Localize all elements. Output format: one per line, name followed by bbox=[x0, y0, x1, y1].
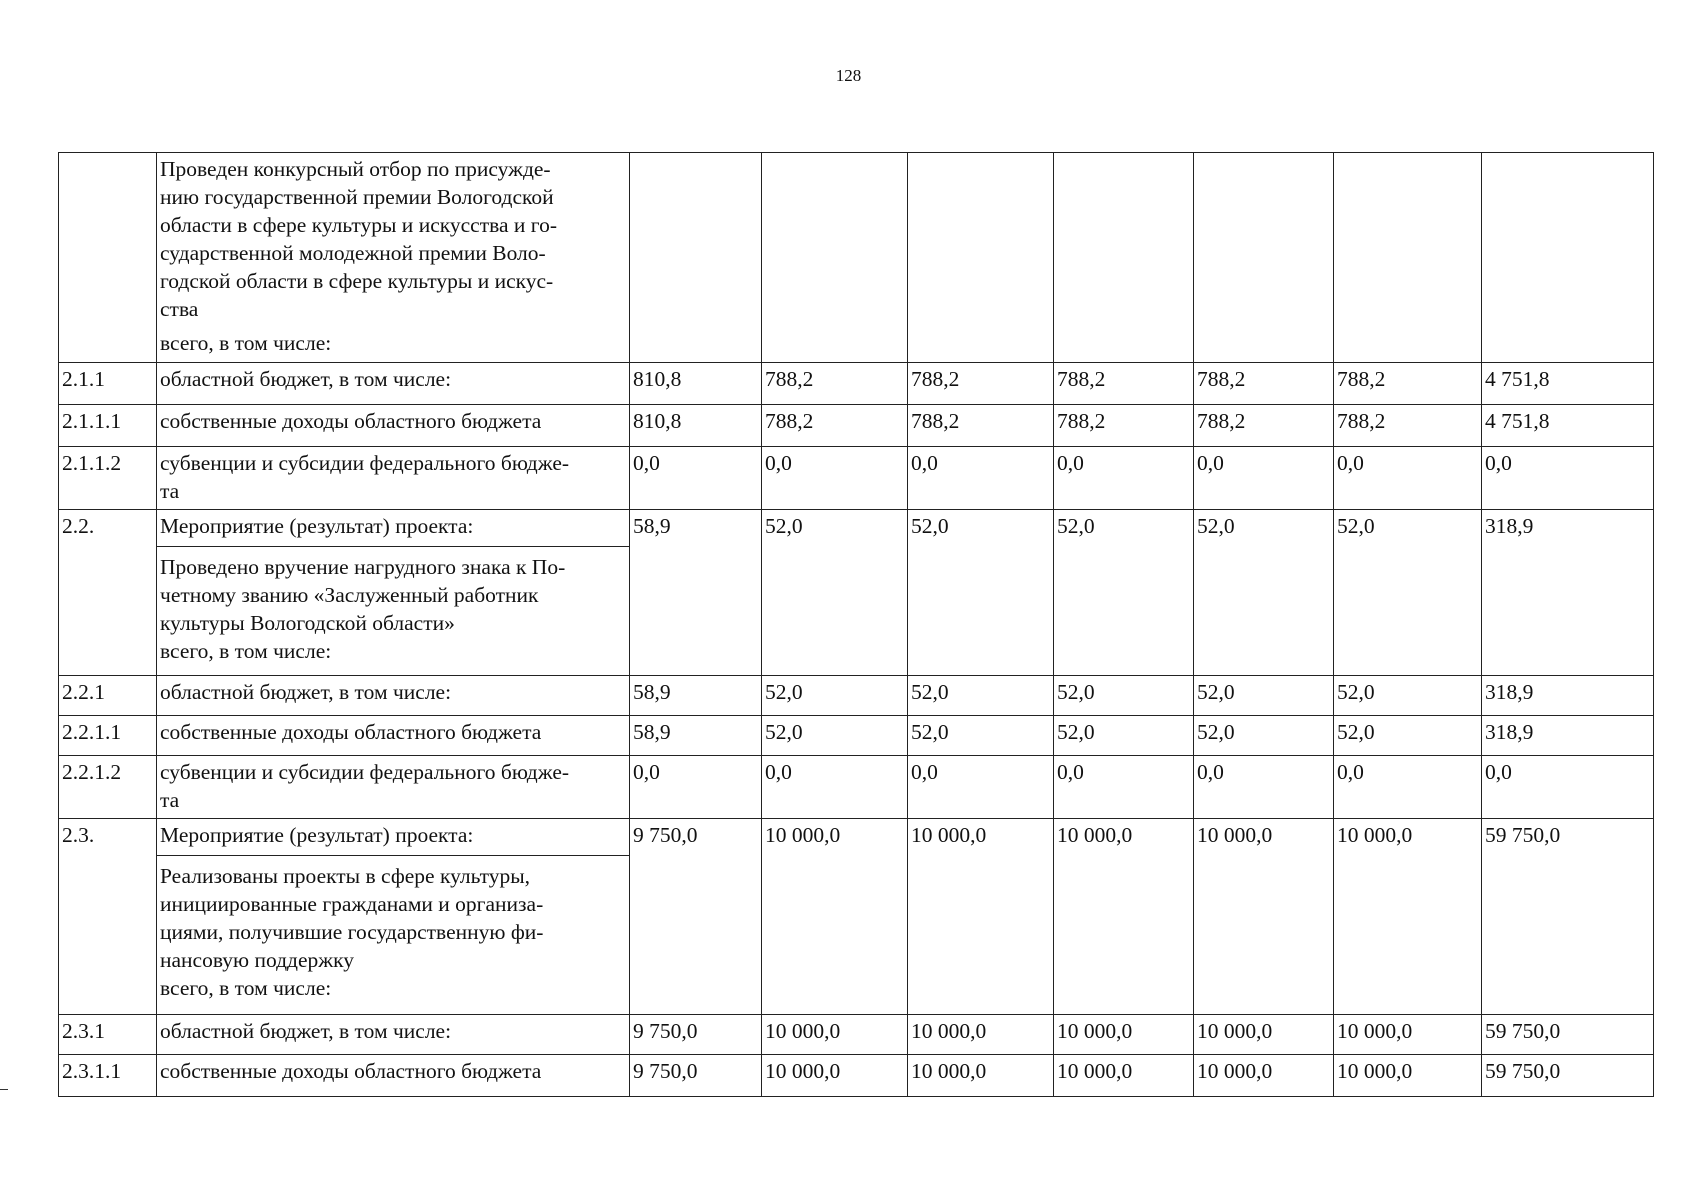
intro-line: нию государственной премии Вологодской bbox=[160, 185, 554, 209]
value-cell: 9 750,0 bbox=[630, 1015, 762, 1055]
section-footer: всего, в том числе: bbox=[160, 976, 332, 1000]
empty-cell bbox=[630, 153, 762, 363]
value-cell: 788,2 bbox=[762, 363, 908, 405]
intro-line: ства bbox=[160, 297, 199, 321]
value-cell: 58,9 bbox=[630, 510, 762, 676]
value-cell: 810,8 bbox=[630, 363, 762, 405]
intro-line: годской области в сфере культуры и искус- bbox=[160, 269, 554, 293]
section-line: Проведено вручение нагрудного знака к По- bbox=[160, 555, 566, 579]
value-cell: 52,0 bbox=[1334, 716, 1482, 756]
value-cell: 52,0 bbox=[1054, 676, 1194, 716]
empty-cell bbox=[1194, 153, 1334, 363]
section-line: нансовую поддержку bbox=[160, 948, 355, 972]
value-cell: 52,0 bbox=[1054, 716, 1194, 756]
total-cell: 318,9 bbox=[1482, 716, 1654, 756]
value-cell: 10 000,0 bbox=[1194, 1055, 1334, 1097]
section-title: Мероприятие (результат) проекта: bbox=[160, 823, 474, 847]
empty-cell bbox=[1482, 153, 1654, 363]
value-cell: 0,0 bbox=[1194, 756, 1334, 819]
value-cell: 52,0 bbox=[1334, 676, 1482, 716]
table-row bbox=[59, 363, 1654, 405]
intro-line: сударственной молодежной премии Воло- bbox=[160, 241, 546, 265]
total-cell: 0,0 bbox=[1482, 447, 1654, 510]
section-row bbox=[59, 510, 1654, 676]
row-label-cont: та bbox=[160, 479, 180, 503]
value-cell: 0,0 bbox=[762, 447, 908, 510]
value-cell: 788,2 bbox=[1054, 363, 1194, 405]
row-label: областной бюджет, в том числе: bbox=[157, 676, 630, 716]
value-cell: 788,2 bbox=[1194, 363, 1334, 405]
row-label: собственные доходы областного бюджета bbox=[157, 1055, 630, 1097]
row-label: субвенции и субсидии федерального бюдже- bbox=[160, 451, 570, 475]
row-label: субвенции и субсидии федерального бюдже- bbox=[160, 760, 570, 784]
value-cell: 0,0 bbox=[1194, 447, 1334, 510]
value-cell: 10 000,0 bbox=[1334, 819, 1482, 1015]
budget-table-wrapper bbox=[58, 152, 1653, 1097]
value-cell: 10 000,0 bbox=[1194, 819, 1334, 1015]
value-cell: 52,0 bbox=[1334, 510, 1482, 676]
section-line: культуры Вологодской области» bbox=[160, 611, 455, 635]
value-cell: 52,0 bbox=[762, 676, 908, 716]
row-code: 2.3.1 bbox=[59, 1015, 157, 1055]
total-cell: 59 750,0 bbox=[1482, 1055, 1654, 1097]
row-label-cell bbox=[157, 756, 630, 819]
total-cell: 318,9 bbox=[1482, 676, 1654, 716]
value-cell: 788,2 bbox=[1194, 405, 1334, 447]
row-code: 2.1.1 bbox=[59, 363, 157, 405]
value-cell: 10 000,0 bbox=[1054, 819, 1194, 1015]
row-label: областной бюджет, в том числе: bbox=[157, 363, 630, 405]
value-cell: 788,2 bbox=[908, 363, 1054, 405]
value-cell: 0,0 bbox=[1334, 447, 1482, 510]
value-cell: 10 000,0 bbox=[1334, 1015, 1482, 1055]
value-cell: 52,0 bbox=[908, 716, 1054, 756]
value-cell: 52,0 bbox=[1194, 510, 1334, 676]
value-cell: 10 000,0 bbox=[908, 1015, 1054, 1055]
value-cell: 0,0 bbox=[1334, 756, 1482, 819]
value-cell: 0,0 bbox=[908, 756, 1054, 819]
section-code: 2.3. bbox=[59, 819, 157, 1015]
total-cell: 4 751,8 bbox=[1482, 405, 1654, 447]
section-description bbox=[157, 510, 630, 676]
section-footer: всего, в том числе: bbox=[160, 639, 332, 663]
value-cell: 0,0 bbox=[1054, 756, 1194, 819]
table-row bbox=[59, 1015, 1654, 1055]
section-line: Реализованы проекты в сфере культуры, bbox=[160, 864, 531, 888]
value-cell: 810,8 bbox=[630, 405, 762, 447]
table-row bbox=[59, 756, 1654, 819]
empty-cell bbox=[762, 153, 908, 363]
section-detail bbox=[157, 855, 629, 1002]
intro-line: Проведен конкурсный отбор по присужде- bbox=[160, 157, 551, 181]
value-cell: 52,0 bbox=[908, 676, 1054, 716]
intro-line: области в сфере культуры и искусства и го- bbox=[160, 213, 557, 237]
section-code: 2.2. bbox=[59, 510, 157, 676]
section-line: инициированные гражданами и организа- bbox=[160, 892, 544, 916]
value-cell: 58,9 bbox=[630, 676, 762, 716]
value-cell: 52,0 bbox=[908, 510, 1054, 676]
value-cell: 10 000,0 bbox=[762, 1055, 908, 1097]
total-cell: 59 750,0 bbox=[1482, 819, 1654, 1015]
value-cell: 788,2 bbox=[1054, 405, 1194, 447]
table-row bbox=[59, 405, 1654, 447]
section-row bbox=[59, 819, 1654, 1015]
table-row bbox=[59, 1055, 1654, 1097]
empty-cell bbox=[1334, 153, 1482, 363]
row-code: 2.2.1.1 bbox=[59, 716, 157, 756]
row-code: 2.1.1.1 bbox=[59, 405, 157, 447]
value-cell: 0,0 bbox=[630, 447, 762, 510]
value-cell: 10 000,0 bbox=[1054, 1055, 1194, 1097]
value-cell: 788,2 bbox=[1334, 363, 1482, 405]
value-cell: 58,9 bbox=[630, 716, 762, 756]
value-cell: 52,0 bbox=[1194, 676, 1334, 716]
value-cell: 10 000,0 bbox=[762, 1015, 908, 1055]
value-cell: 788,2 bbox=[908, 405, 1054, 447]
intro-row bbox=[59, 153, 1654, 363]
value-cell: 10 000,0 bbox=[1334, 1055, 1482, 1097]
value-cell: 10 000,0 bbox=[908, 1055, 1054, 1097]
row-label: собственные доходы областного бюджета bbox=[157, 405, 630, 447]
value-cell: 0,0 bbox=[908, 447, 1054, 510]
row-code: 2.3.1.1 bbox=[59, 1055, 157, 1097]
table-row bbox=[59, 447, 1654, 510]
margin-mark bbox=[0, 1089, 8, 1090]
row-code: 2.1.1.2 bbox=[59, 447, 157, 510]
intro-footer: всего, в том числе: bbox=[160, 331, 332, 355]
value-cell: 52,0 bbox=[1194, 716, 1334, 756]
budget-table bbox=[58, 152, 1654, 1097]
total-cell: 0,0 bbox=[1482, 756, 1654, 819]
row-label-cell bbox=[157, 447, 630, 510]
code-cell bbox=[59, 153, 157, 363]
value-cell: 9 750,0 bbox=[630, 1055, 762, 1097]
value-cell: 10 000,0 bbox=[762, 819, 908, 1015]
value-cell: 52,0 bbox=[762, 510, 908, 676]
row-label-cont: та bbox=[160, 788, 180, 812]
value-cell: 0,0 bbox=[762, 756, 908, 819]
section-title: Мероприятие (результат) проекта: bbox=[160, 514, 474, 538]
value-cell: 0,0 bbox=[630, 756, 762, 819]
section-description bbox=[157, 819, 630, 1015]
intro-description bbox=[157, 153, 630, 363]
value-cell: 52,0 bbox=[762, 716, 908, 756]
value-cell: 788,2 bbox=[1334, 405, 1482, 447]
row-label: собственные доходы областного бюджета bbox=[157, 716, 630, 756]
empty-cell bbox=[908, 153, 1054, 363]
total-cell: 318,9 bbox=[1482, 510, 1654, 676]
row-code: 2.2.1.2 bbox=[59, 756, 157, 819]
row-label: областной бюджет, в том числе: bbox=[157, 1015, 630, 1055]
table-row bbox=[59, 716, 1654, 756]
table-row bbox=[59, 676, 1654, 716]
section-line: четному званию «Заслуженный работник bbox=[160, 583, 539, 607]
section-line: циями, получившие государственную фи- bbox=[160, 920, 544, 944]
total-cell: 59 750,0 bbox=[1482, 1015, 1654, 1055]
total-cell: 4 751,8 bbox=[1482, 363, 1654, 405]
value-cell: 52,0 bbox=[1054, 510, 1194, 676]
value-cell: 10 000,0 bbox=[908, 819, 1054, 1015]
section-detail bbox=[157, 546, 629, 665]
value-cell: 10 000,0 bbox=[1194, 1015, 1334, 1055]
empty-cell bbox=[1054, 153, 1194, 363]
value-cell: 788,2 bbox=[762, 405, 908, 447]
value-cell: 10 000,0 bbox=[1054, 1015, 1194, 1055]
row-code: 2.2.1 bbox=[59, 676, 157, 716]
page-number: 128 bbox=[835, 66, 862, 85]
value-cell: 9 750,0 bbox=[630, 819, 762, 1015]
value-cell: 0,0 bbox=[1054, 447, 1194, 510]
